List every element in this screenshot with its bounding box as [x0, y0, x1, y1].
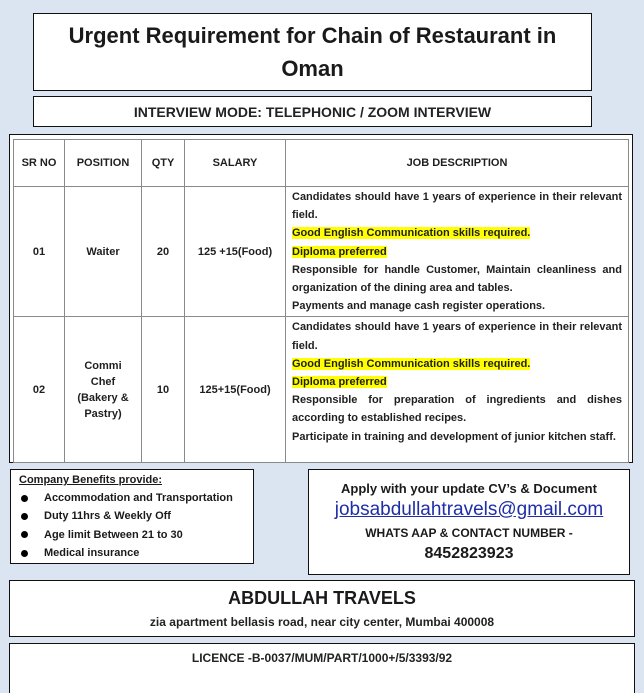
salary: 125 +15(Food)	[185, 187, 286, 317]
company-name: ABDULLAH TRAVELS	[228, 588, 416, 608]
desc-diploma: Diploma preferred	[292, 376, 387, 389]
benefit-text: Duty 11hrs & Weekly Off	[44, 510, 171, 523]
interview-mode-box	[33, 96, 592, 127]
col-sr-no: SR NO	[14, 140, 65, 187]
jobs-table	[13, 139, 629, 463]
list-item	[19, 526, 245, 544]
interview-mode: INTERVIEW MODE: TELEPHONIC / ZOOM INTERVIEW	[133, 103, 492, 120]
title-box	[33, 13, 592, 91]
company-box	[9, 580, 635, 637]
desc-duty-1: Responsible for handle Customer, Maintain cleanliness and organization of the dining area and tables.	[292, 263, 622, 295]
qty: 20	[142, 187, 185, 317]
desc-diploma: Diploma preferred	[292, 245, 387, 258]
table-row	[14, 317, 629, 463]
position: Commi Chef (Bakery & Pastry)	[65, 317, 142, 463]
bullet-icon	[21, 531, 28, 538]
list-item	[19, 544, 245, 562]
qty: 10	[142, 317, 185, 463]
desc-duty-2: Payments and manage cash register operations.	[292, 300, 546, 313]
col-position: POSITION	[65, 140, 142, 187]
salary: 125+15(Food)	[185, 317, 286, 463]
contact-label: WHATS AAP & CONTACT NUMBER -	[365, 526, 573, 540]
col-salary: SALARY	[185, 140, 286, 187]
col-qty: QTY	[142, 140, 185, 187]
sr-no: 01	[14, 187, 65, 317]
desc-duty-2: Participate in training and development of junior kitchen staff.	[292, 430, 616, 443]
benefit-text: Medical insurance	[44, 546, 140, 559]
col-job-description: JOB DESCRIPTION	[286, 140, 629, 187]
benefits-box	[10, 469, 254, 564]
bullet-icon	[21, 495, 28, 502]
sr-no: 02	[14, 317, 65, 463]
bullet-icon	[21, 513, 28, 520]
page-title: Urgent Requirement for Chain of Restaurant in Oman	[68, 23, 557, 81]
licence-number: LICENCE -B-0037/MUM/PART/1000+/5/3393/92	[191, 651, 453, 665]
apply-instruction: Apply with your update CV’s & Document	[341, 481, 597, 496]
list-item	[19, 507, 245, 525]
desc-english: Good English Communication skills required.	[292, 357, 531, 370]
jobs-table-container	[9, 134, 633, 463]
benefits-list	[19, 489, 245, 562]
job-description	[286, 317, 629, 463]
apply-box	[308, 469, 630, 575]
desc-experience: Candidates should have 1 years of experience in their relevant field.	[292, 321, 622, 352]
benefit-text: Age limit Between 21 to 30	[44, 528, 183, 541]
desc-duty-1: Responsible for preparation of ingredients and dishes according to established recipes.	[292, 394, 622, 425]
benefits-heading: Company Benefits provide:	[19, 474, 163, 486]
position: Waiter	[65, 187, 142, 317]
desc-english: Good English Communication skills required.	[292, 227, 531, 240]
benefit-text: Accommodation and Transportation	[44, 492, 233, 504]
list-item	[19, 489, 245, 507]
table-header-row	[14, 140, 629, 187]
job-description	[286, 187, 629, 317]
table-row	[14, 187, 629, 317]
bullet-icon	[21, 550, 28, 557]
desc-experience: Candidates should have 1 years of experience in their relevant field.	[292, 191, 622, 222]
phone-number: 8452823923	[424, 545, 514, 562]
email-link[interactable]: jobsabdullahtravels@gmail.com	[334, 499, 604, 520]
company-address: zia apartment bellasis road, near city center, Mumbai 400008	[149, 615, 495, 629]
